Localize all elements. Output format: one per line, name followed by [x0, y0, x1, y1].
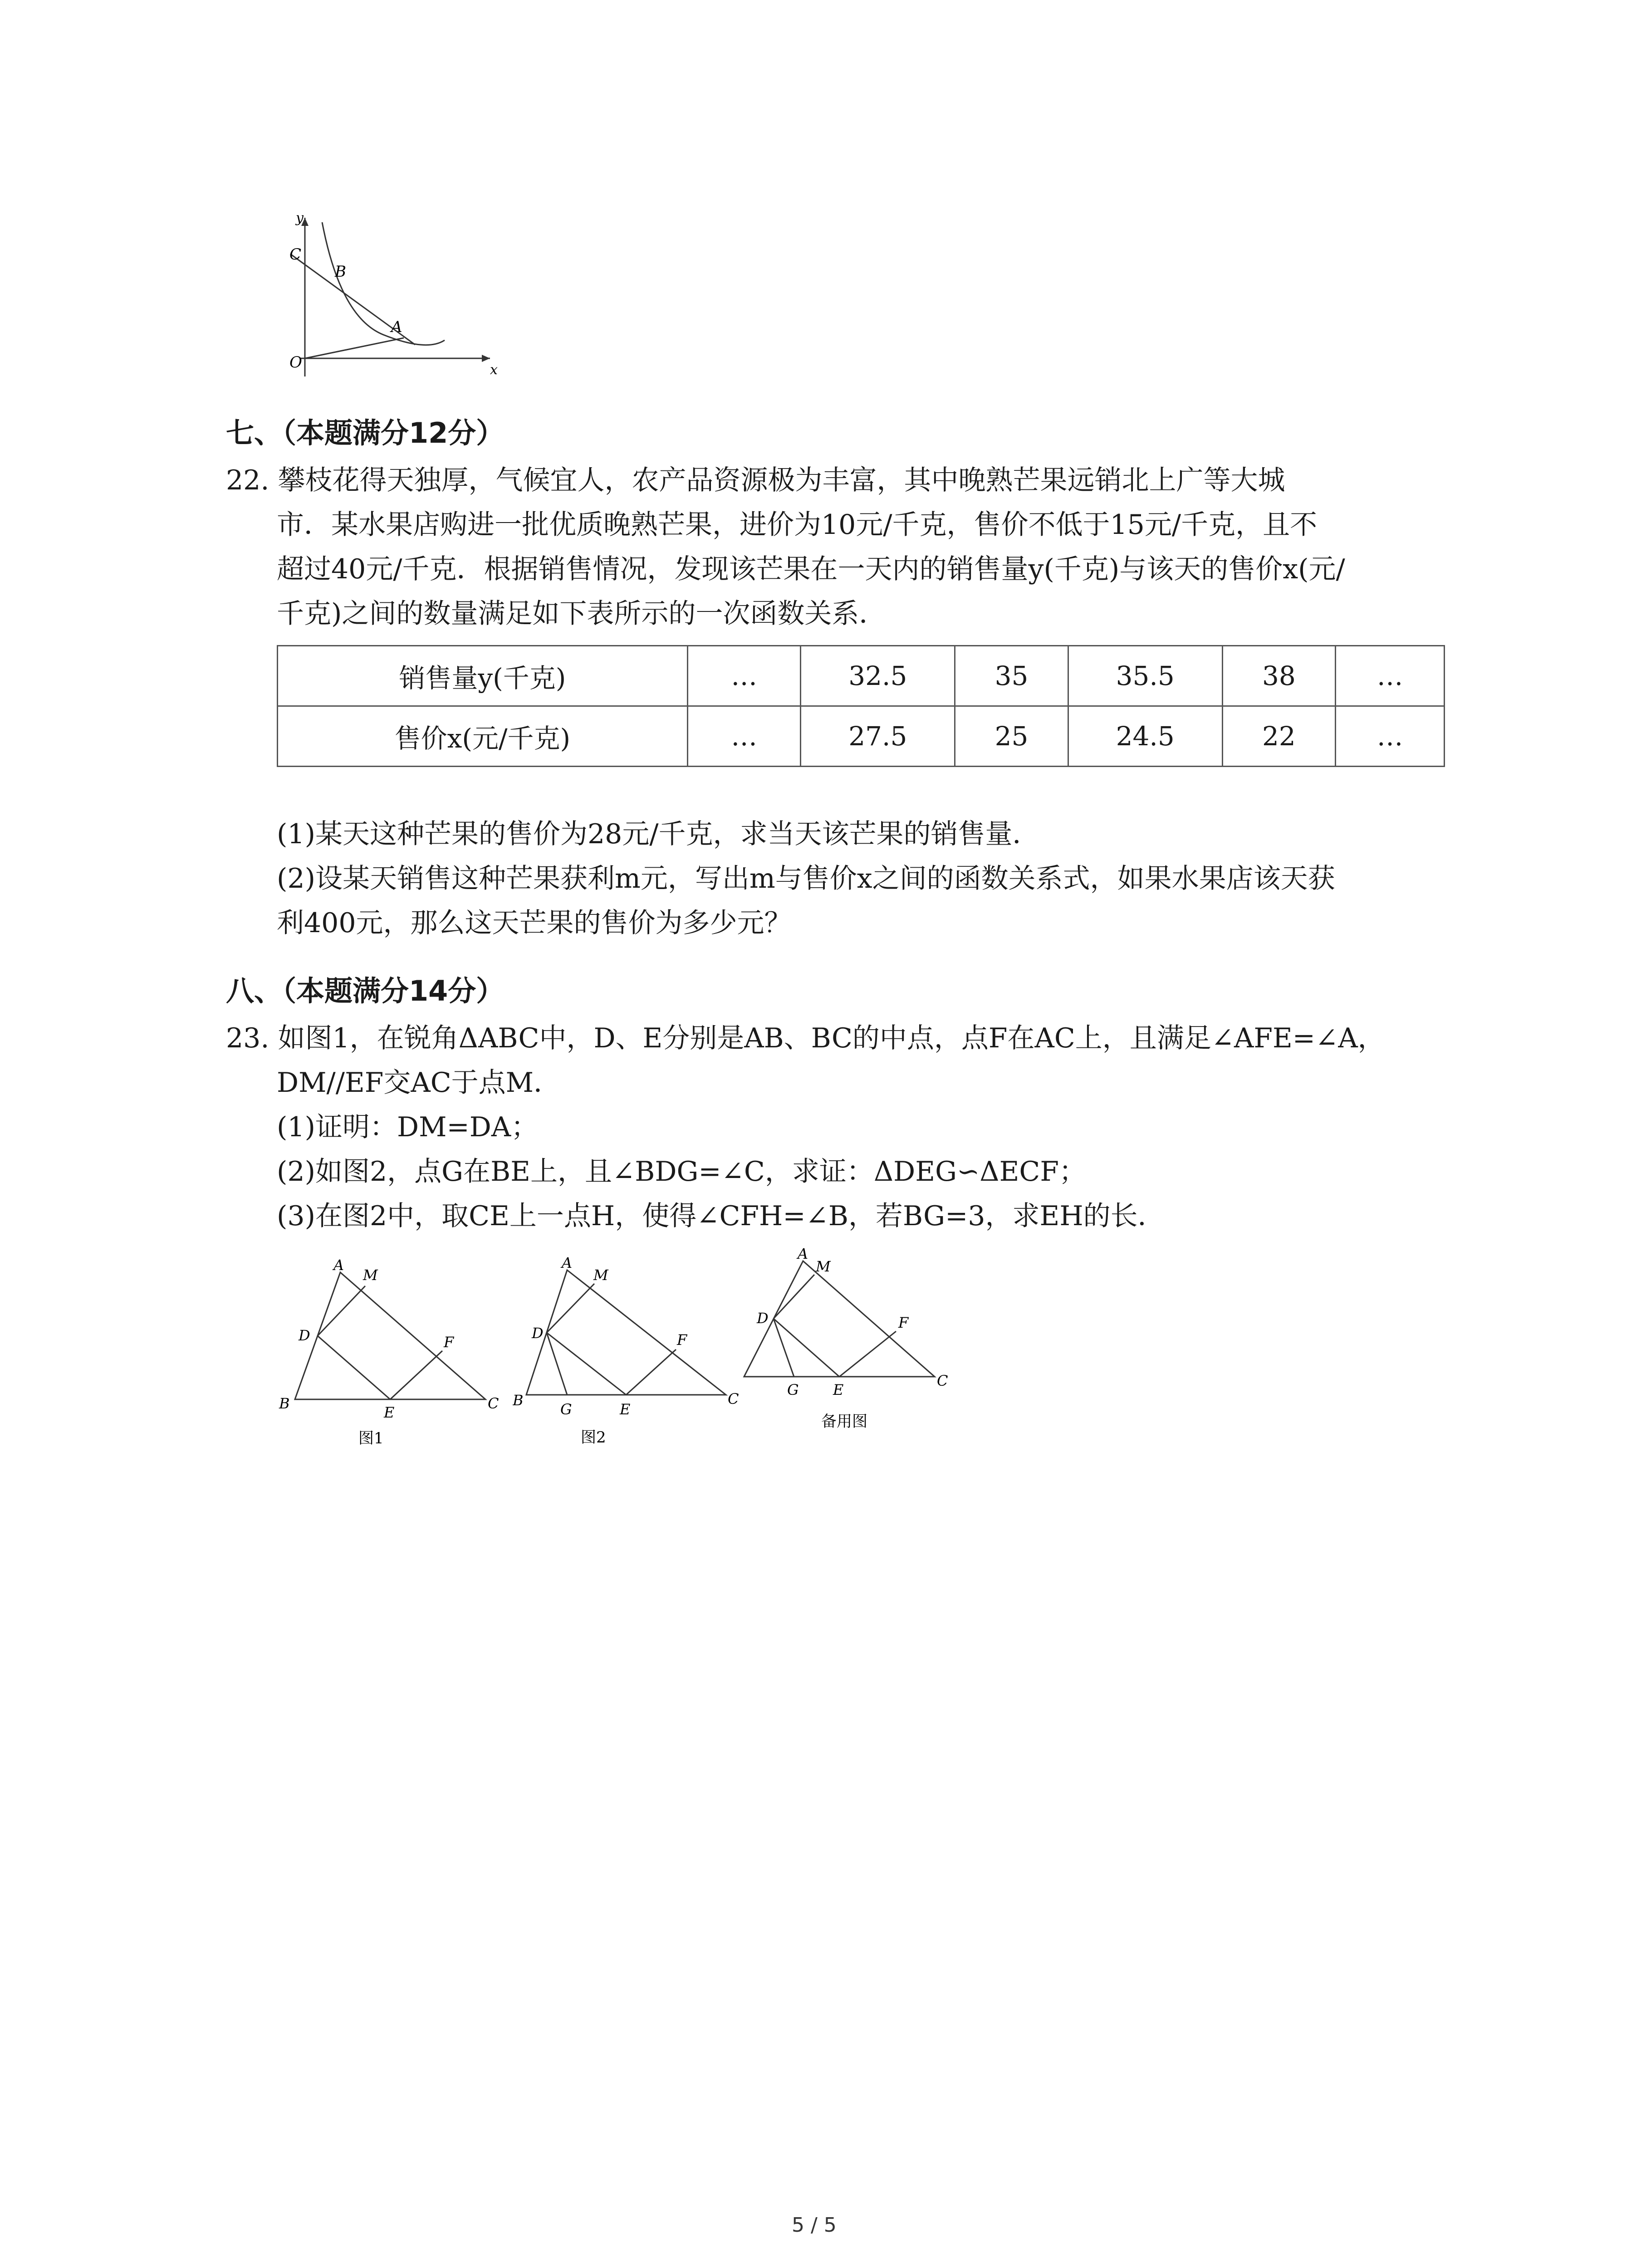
segment-dm — [318, 1286, 365, 1336]
figure-backup — [735, 1245, 971, 1436]
q23-line-1: 23. 如图1，在锐角ΔABC中，D、E分别是AB、BC的中点，点F在AC上，且满足∠AFE=∠A， — [226, 1022, 1385, 1054]
fig3-label-a: A — [798, 1245, 808, 1262]
coordinate-graph — [272, 209, 499, 381]
label-x: x — [490, 362, 498, 378]
table-cell: 35.5 — [1068, 646, 1222, 706]
fig3-label-c: C — [937, 1372, 948, 1389]
table-cell: … — [687, 706, 801, 767]
q22-line-1: 22. 攀枝花得天独厚，气候宜人，农产品资源极为丰富，其中晚熟芒果远销北上广等大城 — [226, 464, 1285, 496]
table-cell: 35 — [955, 646, 1068, 706]
table-cell: 22 — [1222, 706, 1336, 767]
segment-dg — [547, 1333, 567, 1395]
fig2-label-e: E — [620, 1401, 631, 1418]
section7-heading: 七、（本题满分12分） — [226, 416, 505, 450]
table-cell: 25 — [955, 706, 1068, 767]
fig3-label-f: F — [898, 1314, 909, 1331]
q22-sub2-line-2: 利400元，那么这天芒果的售价为多少元？ — [277, 907, 792, 939]
fig3-label-d: D — [757, 1310, 769, 1327]
fig1-label-b: B — [279, 1395, 290, 1412]
q23-sub1: (1)证明：DM=DA； — [277, 1111, 539, 1143]
q22-sub2-line-1: (2)设某天销售这种芒果获利m元，写出m与售价x之间的函数关系式，如果水果店该天获 — [277, 863, 1335, 894]
page-number: 5 / 5 — [792, 2214, 837, 2237]
q22-line-2: 市．某水果店购进一批优质晚熟芒果，进价为10元/千克，售价不低于15元/千克，且不 — [277, 509, 1318, 541]
segment-de — [318, 1336, 390, 1399]
label-b: B — [335, 263, 346, 281]
line-oa — [305, 338, 404, 358]
q22-line-3: 超过40元/千克．根据销售情况，发现该芒果在一天内的销售量y(千克)与该天的售价x(元/ — [277, 553, 1345, 585]
table-row — [278, 646, 1445, 706]
fig2-label-g: G — [560, 1401, 572, 1418]
segment-dm — [774, 1275, 814, 1319]
fig3-label-m: M — [816, 1258, 831, 1275]
fig1-label-m: M — [363, 1266, 378, 1284]
table-cell: … — [1336, 646, 1445, 706]
fig2-label-a: A — [562, 1254, 573, 1271]
table-cell: 38 — [1222, 646, 1336, 706]
triangle-abc — [295, 1272, 485, 1399]
table-cell: 27.5 — [801, 706, 955, 767]
fig3-label-e: E — [833, 1381, 844, 1398]
fig3-caption: 备用图 — [821, 1413, 867, 1431]
figure-1 — [272, 1256, 508, 1452]
segment-ef — [626, 1349, 676, 1395]
hyperbola-curve — [322, 222, 445, 345]
sales-table — [277, 645, 1445, 767]
fig1-label-c: C — [488, 1395, 499, 1412]
table-cell: 24.5 — [1068, 706, 1222, 767]
segment-ef — [839, 1331, 896, 1377]
x-axis-arrow — [482, 355, 490, 362]
fig2-caption: 图2 — [581, 1428, 606, 1447]
q22-line-4: 千克)之间的数量满足如下表所示的一次函数关系． — [277, 598, 887, 630]
table-cell: … — [1336, 706, 1445, 767]
table-cell: … — [687, 646, 801, 706]
figure-2 — [513, 1252, 749, 1452]
segment-dm — [547, 1284, 594, 1333]
fig2-label-m: M — [593, 1266, 608, 1284]
fig3-label-g: G — [787, 1381, 799, 1398]
q23-sub2: (2)如图2，点G在BE上，且∠BDG=∠C，求证：ΔDEG∽ΔECF； — [277, 1156, 1086, 1188]
q23-sub3: (3)在图2中，取CE上一点H，使得∠CFH=∠B，若BG=3，求EH的长． — [277, 1200, 1165, 1232]
fig2-label-b: B — [513, 1392, 524, 1409]
table-row-label: 售价x(元/千克) — [278, 706, 688, 767]
q22-sub1: (1)某天这种芒果的售价为28元/千克，求当天该芒果的销售量． — [277, 818, 1040, 850]
fig1-label-e: E — [384, 1404, 395, 1421]
label-c: C — [289, 245, 302, 264]
q23-line-2: DM//EF交AC于点M． — [277, 1067, 561, 1099]
fig2-label-c: C — [728, 1390, 739, 1408]
table-cell: 32.5 — [801, 646, 955, 706]
segment-de — [547, 1333, 626, 1395]
fig2-label-f: F — [677, 1331, 687, 1349]
table-row — [278, 706, 1445, 767]
fig1-label-f: F — [444, 1334, 454, 1351]
label-y: y — [296, 210, 304, 226]
section8-heading: 八、（本题满分14分） — [226, 974, 505, 1007]
table-row-label: 销售量y(千克) — [278, 646, 688, 706]
segment-ef — [390, 1351, 442, 1399]
fig1-caption: 图1 — [358, 1429, 384, 1447]
fig1-label-a: A — [333, 1256, 344, 1274]
triangle-abc — [526, 1270, 726, 1395]
label-o: O — [289, 353, 302, 371]
label-a: A — [391, 318, 402, 336]
fig2-label-d: D — [532, 1325, 544, 1342]
fig1-label-d: D — [299, 1327, 310, 1344]
